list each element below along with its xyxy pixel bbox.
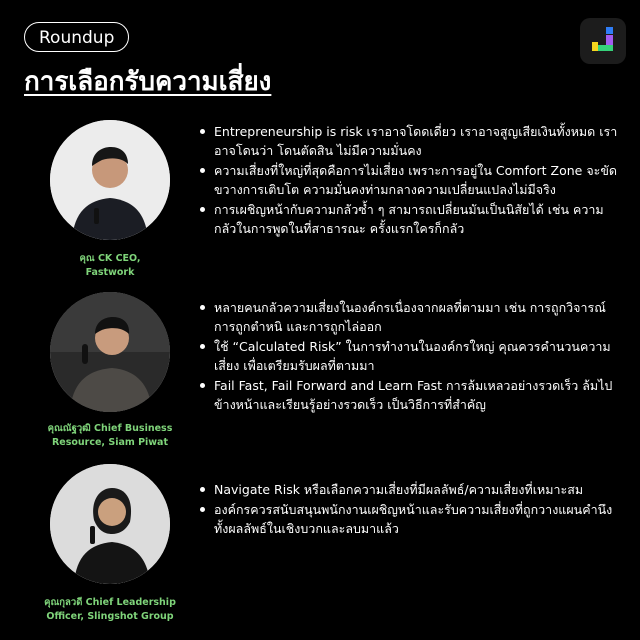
list-item: Navigate Risk หรือเลือกความเสี่ยงที่มีผลลัพธ์/ความเสี่ยงที่เหมาะสม	[198, 480, 620, 499]
list-item: ความเสี่ยงที่ใหญ่ที่สุดคือการไม่เสี่ยง เพราะการอยู่ใน Comfort Zone จะขัดขวางการเติบโต ความมั่นคงท่ามกลางความเปลี่ยนแปลงไม่มีจริง	[198, 161, 620, 199]
speaker-photo	[50, 292, 170, 412]
speaker-points-list	[198, 122, 620, 239]
speaker-portrait-icon	[50, 464, 170, 584]
list-item: Fail Fast, Fail Forward and Learn Fast การล้มเหลวอย่างรวดเร็ว ล้มไปข้างหน้าและเรียนรู้อย่างรวดเร็ว เป็นวิธีการที่สำคัญ	[198, 376, 620, 414]
speaker-photo	[50, 120, 170, 240]
speaker-name	[30, 252, 190, 280]
roundup-tag: Roundup	[24, 22, 129, 52]
logo-mark-icon	[580, 18, 626, 64]
speaker-name-line2: Officer, Slingshot Group	[46, 611, 174, 622]
list-item: ใช้ “Calculated Risk” ในการทำงานในองค์กรใหญ่ คุณควรคำนวนความเสี่ยง เพื่อเตรียมรับผลที่ตามมา	[198, 337, 620, 375]
list-item: Entrepreneurship is risk เราอาจโดดเดี่ยว เราอาจสูญเสียเงินทั้งหมด เราอาจโดนว่า โดนตัดสิน ไม่มีความมั่นคง	[198, 122, 620, 160]
speaker-points-list	[198, 298, 620, 415]
speaker-name-line2: Fastwork	[85, 267, 135, 278]
speaker-name-line2: Resource, Siam Piwat	[51, 437, 169, 448]
speaker-name-line1: คุณณัฐวุฒิ Chief Business	[47, 423, 173, 434]
speaker-name-line1: คุณ CK CEO,	[79, 253, 141, 264]
list-item: องค์กรควรสนับสนุนพนักงานเผชิญหน้าและรับความเสี่ยงที่ถูกวางแผนคำนึงทั้งผลลัพธ์ในเชิงบวกและลบมาแล้ว	[198, 500, 620, 538]
speaker-photo	[50, 464, 170, 584]
list-item: หลายคนกลัวความเสี่ยงในองค์กรเนื่องจากผลที่ตามมา เช่น การถูกวิจารณ์ การถูกตำหนิ และการถูกไล่ออก	[198, 298, 620, 336]
speaker-name-line1: คุณกุลวดี Chief Leadership	[44, 597, 176, 608]
page-title: การเลือกรับความเสี่ยง	[24, 67, 272, 97]
list-item: การเผชิญหน้ากับความกลัวซ้ำ ๆ สามารถเปลี่ยนมันเป็นนิสัยได้ เช่น ความกลัวในการพูดในที่สาธารณะ ครั้งแรกใครก็กลัว	[198, 200, 620, 238]
brand-logo	[580, 18, 626, 64]
speaker-portrait-icon	[50, 292, 170, 412]
speaker-name	[30, 422, 190, 450]
speaker-portrait-icon	[50, 120, 170, 240]
speaker-points-list	[198, 480, 620, 539]
speaker-name	[30, 596, 190, 624]
